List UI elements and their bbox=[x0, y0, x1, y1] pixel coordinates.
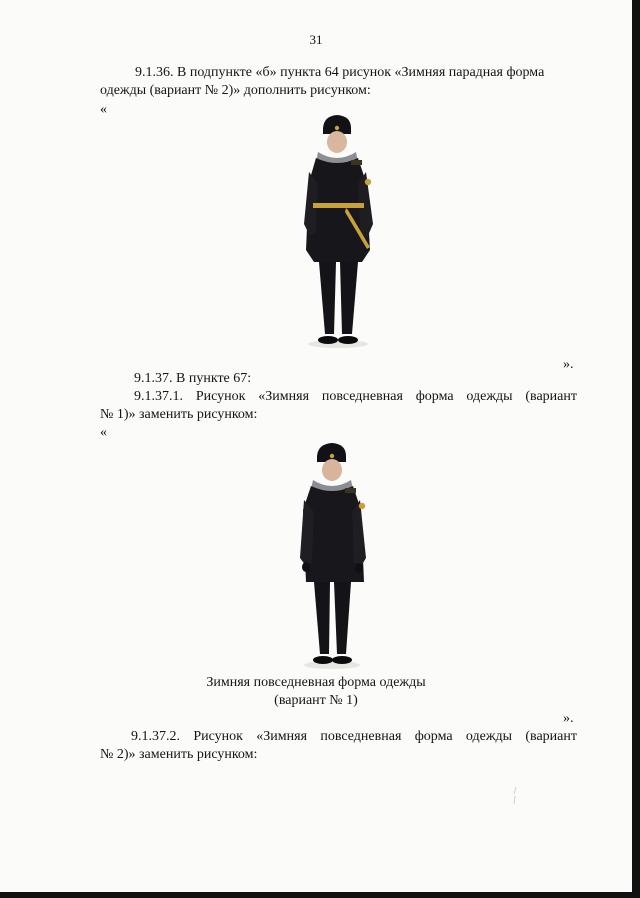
paragraph-9-1-37-1-line2: № 1)» заменить рисунком: bbox=[100, 407, 258, 422]
paragraph-9-1-37-2-line1: 9.1.37.2. Рисунок «Зимняя повседневная форма одежды (вариант bbox=[131, 729, 577, 744]
paragraph-9-1-36-line1: 9.1.36. В подпункте «б» пункта 64 рисунок «Зимняя парадная форма bbox=[135, 65, 545, 80]
open-quote: « bbox=[100, 425, 107, 440]
scan-speck bbox=[512, 786, 518, 806]
paragraph-9-1-37-1-line1: 9.1.37.1. Рисунок «Зимняя повседневная форма одежды (вариант bbox=[134, 389, 577, 404]
paragraph-9-1-36-line2: одежды (вариант № 2)» дополнить рисунком: bbox=[100, 83, 371, 98]
page-number: 31 bbox=[309, 32, 323, 47]
open-quote: « bbox=[100, 102, 107, 117]
figure-caption-line2: (вариант № 1) bbox=[274, 693, 358, 708]
uniform-figure-everyday bbox=[294, 440, 374, 672]
uniform-figure-parade bbox=[296, 112, 382, 352]
figure-caption-line1: Зимняя повседневная форма одежды bbox=[206, 675, 426, 690]
close-quote: ». bbox=[563, 711, 574, 726]
paragraph-9-1-37-2-line2: № 2)» заменить рисунком: bbox=[100, 747, 258, 762]
paragraph-9-1-37: 9.1.37. В пункте 67: bbox=[134, 371, 252, 386]
close-quote: ». bbox=[563, 357, 574, 372]
